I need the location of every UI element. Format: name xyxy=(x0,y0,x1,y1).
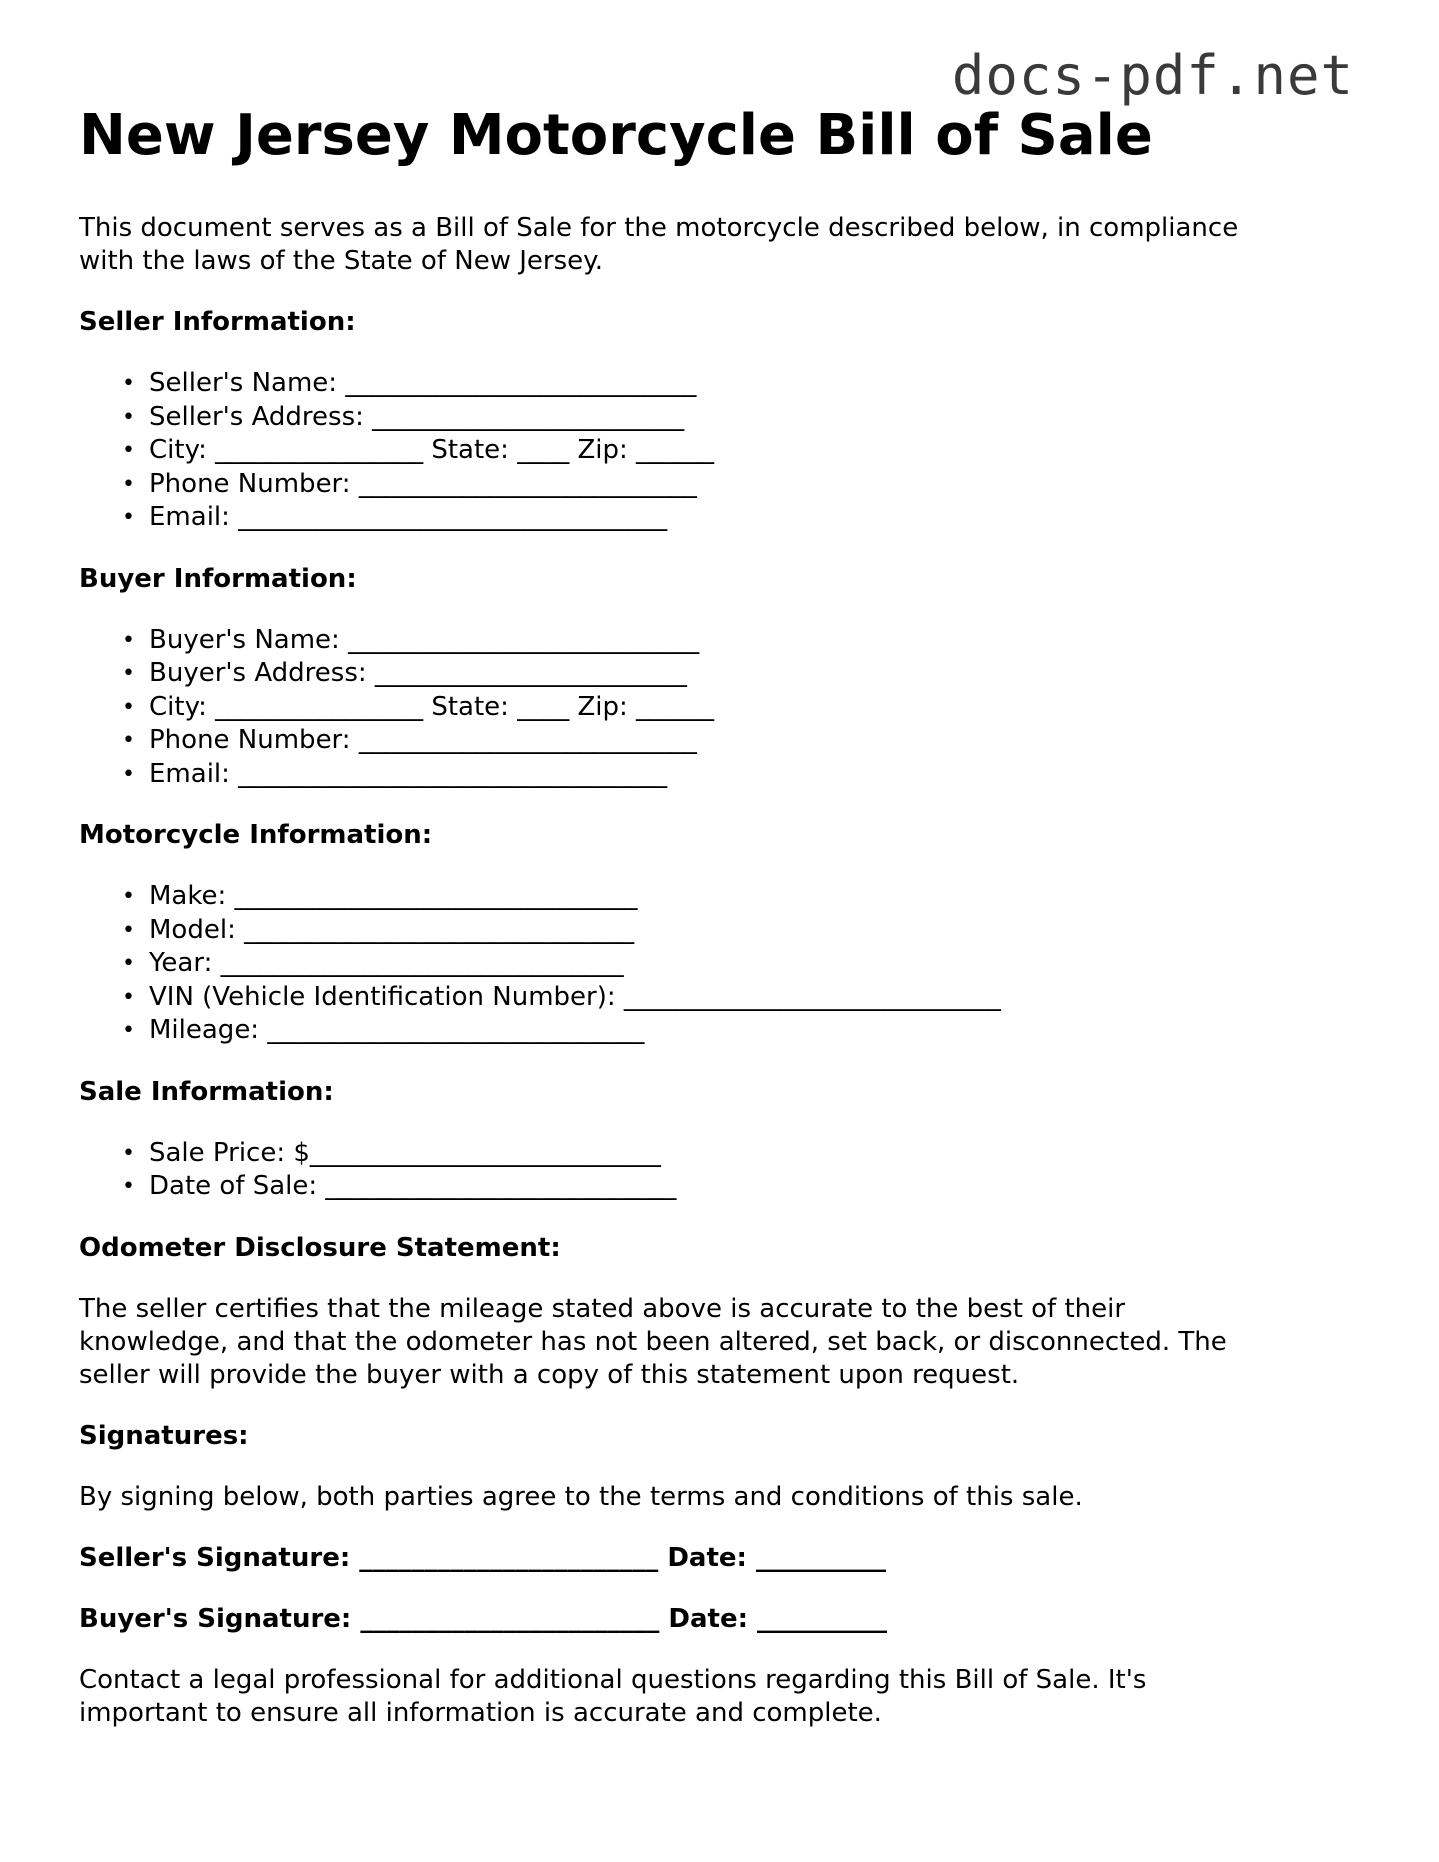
bullet-icon: • xyxy=(122,951,135,976)
buyer-city-state-zip-field[interactable] xyxy=(122,691,1359,725)
bullet-icon: • xyxy=(122,404,135,430)
field-label: Phone Number: __________________________ xyxy=(149,468,697,499)
field-label: Year: _______________________________ xyxy=(149,948,624,978)
sale-price-field[interactable] xyxy=(122,1137,1359,1171)
date-of-sale-field[interactable] xyxy=(122,1170,1359,1204)
mileage-field[interactable] xyxy=(122,1014,1359,1048)
bullet-icon: • xyxy=(122,1174,135,1199)
bullet-icon: • xyxy=(122,728,135,753)
bullet-icon: • xyxy=(122,917,135,943)
motorcycle-info-list xyxy=(79,880,1359,1048)
signatures-statement: By signing below, both parties agree to the terms and conditions of this sale. xyxy=(79,1481,1083,1512)
bullet-icon: • xyxy=(122,471,135,497)
seller-name-field[interactable] xyxy=(122,367,1359,401)
sale-info-heading: Sale Information: xyxy=(79,1076,334,1107)
field-label: Seller's Name: ___________________________ xyxy=(149,368,697,398)
field-label: Mileage: _____________________________ xyxy=(149,1015,645,1045)
odometer-statement: The seller certifies that the mileage stated above is accurate to the best of their knowledge, and that the odometer has not been altered, set back, or disconnected. The seller will provide the buyer with a copy of this statement upon request. xyxy=(79,1293,1227,1390)
intro-paragraph: This document serves as a Bill of Sale for the motorcycle described below, in compliance with the laws of the State of New Jersey. xyxy=(79,213,1239,276)
field-label: Seller's Address: ________________________ xyxy=(149,401,685,432)
closing-paragraph: Contact a legal professional for additional questions regarding this Bill of Sale. It's important to ensure all information is accurate and complete. xyxy=(79,1664,1147,1728)
seller-phone-field[interactable] xyxy=(122,468,1359,502)
bullet-icon: • xyxy=(122,884,135,909)
buyer-email-field[interactable] xyxy=(122,758,1359,792)
field-label: Phone Number: __________________________ xyxy=(149,725,697,755)
bullet-icon: • xyxy=(122,371,135,396)
field-label: Make: _______________________________ xyxy=(149,881,638,911)
field-label: Buyer's Name: ___________________________ xyxy=(149,624,700,655)
bullet-icon: • xyxy=(122,761,135,787)
buyer-info-list xyxy=(79,624,1359,792)
bullet-icon: • xyxy=(122,438,135,463)
make-field[interactable] xyxy=(122,880,1359,914)
field-label: Email: _________________________________ xyxy=(149,502,668,532)
field-label: Email: _________________________________ xyxy=(149,758,668,789)
seller-info-heading: Seller Information: xyxy=(79,307,356,337)
bullet-icon: • xyxy=(122,1018,135,1043)
bullet-icon: • xyxy=(122,627,135,653)
bullet-icon: • xyxy=(122,1140,135,1166)
buyer-phone-field[interactable] xyxy=(122,724,1359,758)
signatures-heading: Signatures: xyxy=(79,1420,249,1451)
field-label: Buyer's Address: ________________________ xyxy=(149,658,687,688)
seller-info-list xyxy=(79,367,1359,535)
bullet-icon: • xyxy=(122,661,135,686)
document-page xyxy=(79,100,1359,1730)
model-field[interactable] xyxy=(122,914,1359,948)
field-label: City: ________________ State: ____ Zip: ______ xyxy=(149,691,715,722)
buyer-signature-line[interactable]: Buyer's Signature: _______________________ Date: __________ xyxy=(79,1603,888,1634)
odometer-heading: Odometer Disclosure Statement: xyxy=(79,1232,561,1263)
sale-info-list xyxy=(79,1137,1359,1204)
seller-signature-line[interactable]: Seller's Signature: _______________________ Date: __________ xyxy=(79,1542,886,1573)
year-field[interactable] xyxy=(122,947,1359,981)
seller-email-field[interactable] xyxy=(122,501,1359,535)
field-label: Sale Price: $___________________________ xyxy=(149,1137,661,1168)
field-label: VIN (Vehicle Identification Number): _____________________________ xyxy=(149,981,1001,1012)
motorcycle-info-heading: Motorcycle Information: xyxy=(79,820,433,850)
field-label: City: ________________ State: ____ Zip: ______ xyxy=(149,435,715,465)
field-label: Date of Sale: ___________________________ xyxy=(149,1171,677,1201)
vin-field[interactable] xyxy=(122,981,1359,1015)
bullet-icon: • xyxy=(122,505,135,530)
document-title: New Jersey Motorcycle Bill of Sale xyxy=(79,103,1153,168)
buyer-address-field[interactable] xyxy=(122,657,1359,691)
buyer-info-heading: Buyer Information: xyxy=(79,563,357,594)
seller-city-state-zip-field[interactable] xyxy=(122,434,1359,468)
buyer-name-field[interactable] xyxy=(122,624,1359,658)
bullet-icon: • xyxy=(122,984,135,1010)
watermark: docs-pdf.net xyxy=(951,44,1354,107)
seller-address-field[interactable] xyxy=(122,401,1359,435)
field-label: Model: ______________________________ xyxy=(149,914,635,945)
bullet-icon: • xyxy=(122,694,135,720)
